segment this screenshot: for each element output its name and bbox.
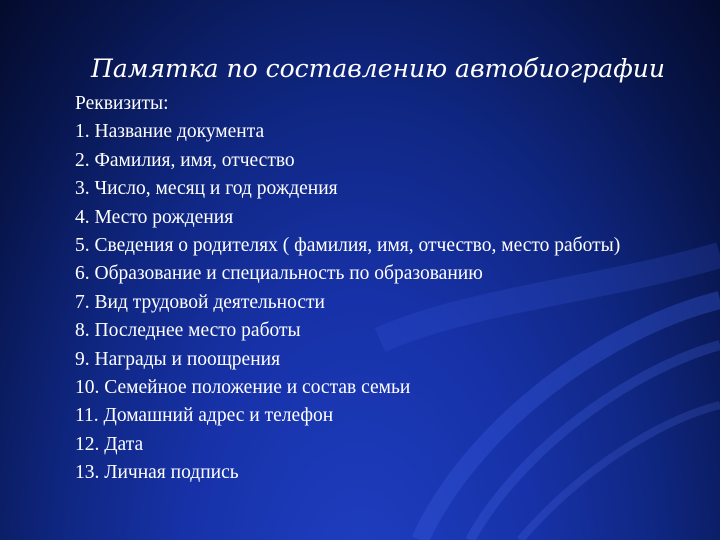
list-item: 12. Дата <box>75 433 144 455</box>
list-item: 9. Награды и поощрения <box>75 348 281 370</box>
list-item: 11. Домашний адрес и телефон <box>75 405 334 427</box>
list-item: 2. Фамилия, имя, отчество <box>75 149 295 171</box>
requisites-list <box>75 90 675 488</box>
list-item: 5. Сведения о родителях ( фамилия, имя, отчество, место работы) <box>75 235 621 257</box>
list-item: 7. Вид трудовой деятельности <box>75 291 325 313</box>
list-item: 4. Место рождения <box>75 206 234 228</box>
page-title <box>0 52 720 86</box>
list-item: 3. Число, месяц и год рождения <box>75 178 338 200</box>
list-item: 10. Семейное положение и состав семьи <box>75 377 411 399</box>
list-item: 1. Название документа <box>75 121 265 143</box>
list-item: 8. Последнее место работы <box>75 320 301 342</box>
list-item: 13. Личная подпись <box>75 462 239 484</box>
list-heading: Реквизиты: <box>75 93 169 114</box>
page-title-text: Памятка по составлению автобиографии <box>91 54 665 83</box>
list-item: 6. Образование и специальность по образованию <box>75 263 483 285</box>
